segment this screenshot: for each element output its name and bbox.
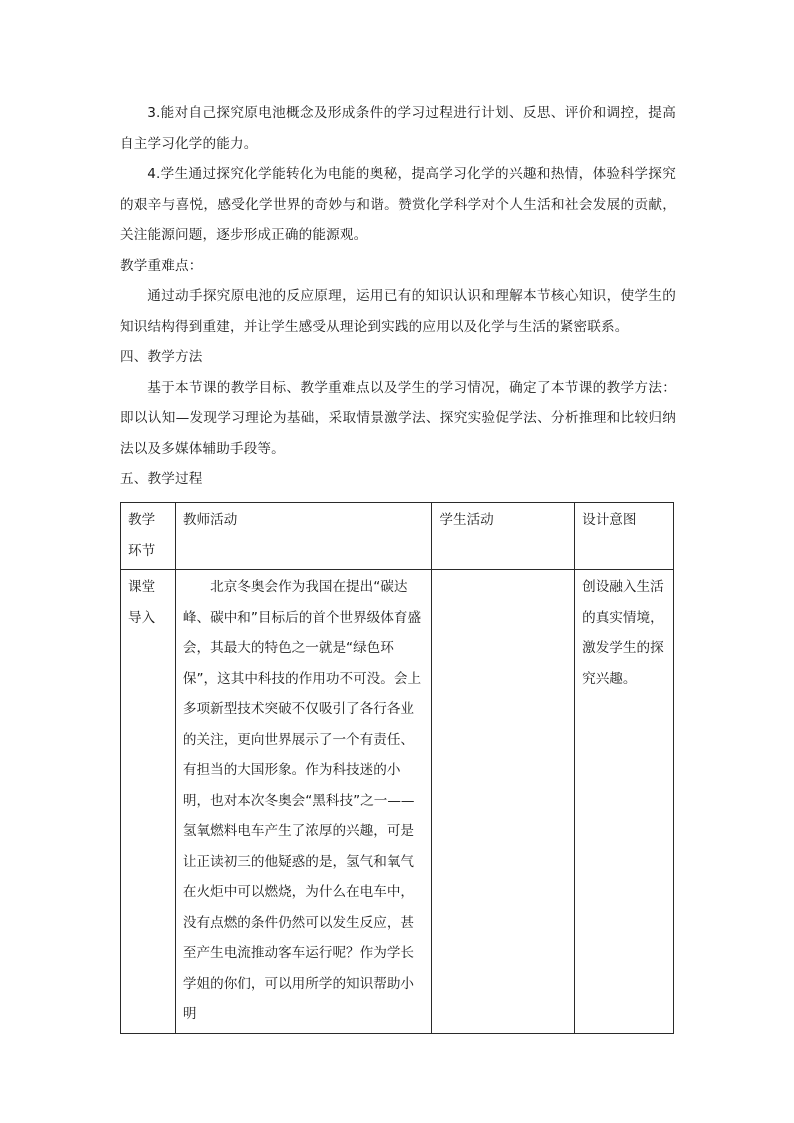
teaching-process-table: [120, 502, 674, 1034]
objective-3-paragraph: 3.能对自己探究原电池概念及形成条件的学习过程进行计划、反思、评价和调控，提高自主学习化学的能力。: [120, 105, 676, 152]
header-stage: 教学环节: [121, 503, 176, 570]
header-student-activity: 学生活动: [432, 503, 575, 570]
table-row: [121, 570, 674, 1034]
header-design-intent: 设计意图: [575, 503, 674, 570]
row-student-activity: [432, 570, 575, 1034]
key-points-paragraph: 通过动手探究原电池的反应原理，运用已有的知识认识和理解本节核心知识，使学生的知识结构得到重建，并让学生感受从理论到实践的应用以及化学与生活的紧密联系。: [120, 288, 676, 335]
row-teacher-activity: 北京冬奥会作为我国在提出“碳达峰、碳中和”目标后的首个世界级体育盛会，其最大的特色之一就是“绿色环保”，这其中科技的作用功不可没。会上多项新型技术突破不仅吸引了各行各业的关注，更向世界展示了一个有责任、有担当的大国形象。作为科技迷的小明，也对本次冬奥会“黑科技”之一——氢氧燃料电车产生了浓厚的兴趣，可是让正读初三的他疑惑的是，氢气和氧气在火炬中可以燃烧，为什么在电车中，没有点燃的条件仍然可以发生反应，甚至产生电流推动客车运行呢？作为学长学姐的你们，可以用所学的知识帮助小明: [175, 570, 431, 1034]
section-4-heading: 四、教学方法: [120, 349, 203, 365]
methods-paragraph: 基于本节课的教学目标、教学重难点以及学生的学习情况，确定了本节课的教学方法：即以认知—发现学习理论为基础，采取情景激学法、探究实验促学法、分析推理和比较归纳法以及多媒体辅助手段等。: [120, 379, 676, 457]
row-design-intent: 创设融入生活的真实情境，激发学生的探究兴趣。: [575, 570, 674, 1034]
body-text: [120, 98, 676, 495]
objective-4-paragraph: 4.学生通过探究化学能转化为电能的奥秘，提高学习化学的兴趣和热情，体验科学探究的艰辛与喜悦，感受化学世界的奇妙与和谐。赞赏化学科学对个人生活和社会发展的贡献，关注能源问题，逐步形成正确的能源观。: [120, 166, 676, 243]
table-header-row: [121, 503, 674, 570]
key-points-label: 教学重难点：: [120, 257, 203, 274]
row-stage: 课堂导入: [121, 570, 176, 1034]
section-5-heading: 五、教学过程: [120, 471, 203, 487]
header-teacher-activity: 教师活动: [175, 503, 431, 570]
